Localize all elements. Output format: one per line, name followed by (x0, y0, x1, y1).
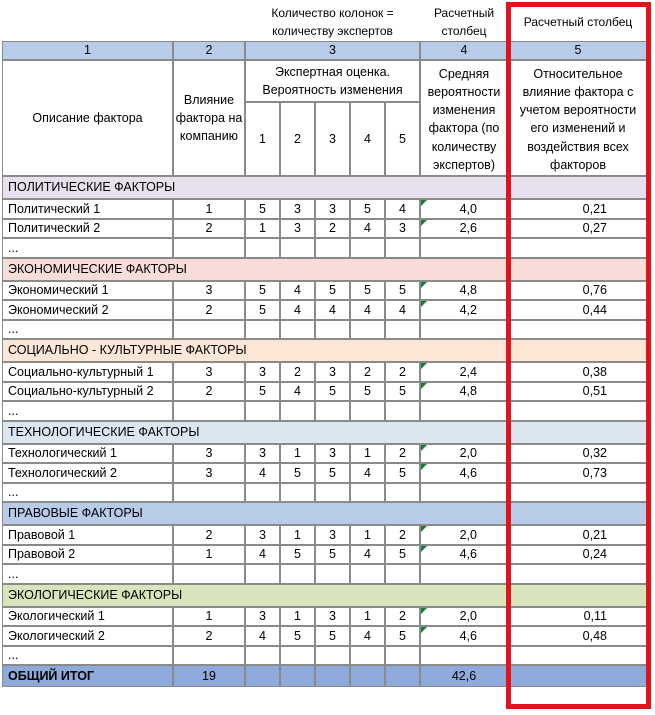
expert-score: 5 (350, 199, 385, 219)
empty-cell (245, 646, 280, 666)
header-expert-assessment: Экспертная оценка. Вероятность изменения (245, 60, 420, 102)
ellipsis-row: ... (2, 564, 173, 584)
expert-score: 4 (245, 626, 280, 646)
column-number: 3 (245, 41, 420, 60)
section-header-social-cultural: СОЦИАЛЬНО - КУЛЬТУРНЫЕ ФАКТОРЫ (2, 339, 648, 362)
empty-cell (508, 564, 648, 584)
expert-score: 3 (315, 525, 350, 545)
empty-cell (280, 564, 315, 584)
empty-cell (173, 646, 245, 666)
expert-score: 2 (385, 607, 420, 627)
expert-score: 4 (245, 545, 280, 565)
empty-top-cell (173, 4, 245, 41)
empty-cell (420, 646, 508, 666)
header-relative-influence: Относительное влияние фактора с учетом вероятности его изменений и воздействия всех факторов (508, 60, 648, 176)
expert-score: 4 (280, 281, 315, 301)
ellipsis-row: ... (2, 401, 173, 421)
relative-influence: 0,38 (508, 362, 648, 382)
expert-score: 4 (385, 300, 420, 320)
header-average-probability: Средняя вероятности изменения фактора (по количеству экспертов) (420, 60, 508, 176)
empty-cell (385, 320, 420, 340)
expert-score: 4 (315, 300, 350, 320)
factor-name: Социально-культурный 2 (2, 382, 173, 402)
formula-indicator-icon (421, 546, 427, 552)
empty-cell (315, 320, 350, 340)
ellipsis-row: ... (2, 320, 173, 340)
expert-score: 1 (245, 219, 280, 239)
expert-score: 2 (385, 362, 420, 382)
section-header-economic: ЭКОНОМИЧЕСКИЕ ФАКТОРЫ (2, 258, 648, 281)
header-expert-number: 1 (245, 102, 280, 176)
expert-score: 5 (315, 545, 350, 565)
empty-cell (385, 401, 420, 421)
factor-name: Политический 1 (2, 199, 173, 219)
expert-score: 1 (350, 525, 385, 545)
factor-influence: 2 (173, 525, 245, 545)
total-empty-cell (245, 665, 280, 687)
empty-cell (280, 483, 315, 503)
total-empty-cell (508, 665, 648, 687)
expert-score: 1 (350, 444, 385, 464)
expert-score: 5 (315, 382, 350, 402)
empty-top-cell (2, 4, 173, 41)
factor-influence: 1 (173, 607, 245, 627)
factor-name: Социально-культурный 1 (2, 362, 173, 382)
expert-score: 5 (280, 463, 315, 483)
header-expert-number: 4 (350, 102, 385, 176)
empty-cell (385, 483, 420, 503)
expert-score: 3 (245, 444, 280, 464)
expert-score: 2 (315, 219, 350, 239)
average-probability: 2,0 (420, 607, 508, 627)
column-number: 4 (420, 41, 508, 60)
total-influence: 19 (173, 665, 245, 687)
expert-score: 4 (350, 300, 385, 320)
factor-name: Правовой 2 (2, 545, 173, 565)
expert-score: 2 (385, 444, 420, 464)
empty-cell (508, 238, 648, 258)
relative-influence: 0,51 (508, 382, 648, 402)
average-probability: 2,4 (420, 362, 508, 382)
column-number: 2 (173, 41, 245, 60)
empty-cell (385, 564, 420, 584)
expert-score: 3 (280, 199, 315, 219)
formula-indicator-icon (421, 282, 427, 288)
empty-cell (173, 238, 245, 258)
empty-cell (245, 564, 280, 584)
average-probability: 4,6 (420, 463, 508, 483)
total-label: ОБЩИЙ ИТОГ (2, 665, 173, 687)
header-factor-description: Описание фактора (2, 60, 173, 176)
factor-name: Экологический 2 (2, 626, 173, 646)
factor-name: Технологический 2 (2, 463, 173, 483)
ellipsis-row: ... (2, 646, 173, 666)
empty-cell (173, 320, 245, 340)
relative-influence: 0,48 (508, 626, 648, 646)
relative-influence: 0,32 (508, 444, 648, 464)
average-probability: 4,6 (420, 545, 508, 565)
empty-cell (280, 320, 315, 340)
average-probability: 2,6 (420, 219, 508, 239)
header-expert-number: 3 (315, 102, 350, 176)
expert-score: 2 (350, 362, 385, 382)
empty-cell (350, 238, 385, 258)
expert-score: 4 (280, 382, 315, 402)
empty-cell (350, 401, 385, 421)
expert-score: 1 (280, 525, 315, 545)
formula-indicator-icon (421, 445, 427, 451)
expert-score: 5 (245, 300, 280, 320)
expert-score: 5 (245, 199, 280, 219)
expert-score: 1 (280, 444, 315, 464)
expert-score: 2 (280, 362, 315, 382)
average-probability: 4,2 (420, 300, 508, 320)
formula-indicator-icon (421, 383, 427, 389)
empty-cell (315, 401, 350, 421)
empty-cell (315, 564, 350, 584)
expert-score: 3 (315, 199, 350, 219)
factor-influence: 3 (173, 362, 245, 382)
average-probability: 4,8 (420, 281, 508, 301)
empty-cell (280, 238, 315, 258)
formula-indicator-icon (421, 363, 427, 369)
expert-score: 3 (245, 525, 280, 545)
ellipsis-row: ... (2, 483, 173, 503)
empty-cell (350, 646, 385, 666)
formula-indicator-icon (421, 220, 427, 226)
expert-score: 3 (245, 362, 280, 382)
factor-name: Правовой 1 (2, 525, 173, 545)
expert-score: 5 (315, 463, 350, 483)
empty-cell (420, 238, 508, 258)
formula-indicator-icon (421, 608, 427, 614)
expert-count-note: Количество колонок = количеству экспертов (271, 6, 394, 38)
expert-score: 5 (280, 626, 315, 646)
formula-indicator-icon (421, 301, 427, 307)
expert-score: 3 (280, 219, 315, 239)
expert-score: 4 (385, 199, 420, 219)
empty-cell (245, 320, 280, 340)
factor-influence: 3 (173, 281, 245, 301)
empty-cell (245, 483, 280, 503)
expert-score: 3 (315, 362, 350, 382)
empty-cell (315, 483, 350, 503)
empty-cell (385, 646, 420, 666)
average-probability: 2,0 (420, 525, 508, 545)
empty-cell (420, 483, 508, 503)
expert-score: 5 (385, 281, 420, 301)
factor-name: Политический 2 (2, 219, 173, 239)
factor-name: Экономический 2 (2, 300, 173, 320)
empty-cell (508, 483, 648, 503)
expert-score: 4 (245, 463, 280, 483)
relative-influence: 0,27 (508, 219, 648, 239)
empty-cell (350, 483, 385, 503)
expert-score: 5 (280, 545, 315, 565)
expert-score: 4 (350, 463, 385, 483)
expert-score: 5 (245, 382, 280, 402)
empty-cell (420, 320, 508, 340)
total-empty-cell (385, 665, 420, 687)
expert-score: 3 (385, 219, 420, 239)
header-expert-number: 2 (280, 102, 315, 176)
expert-score: 1 (350, 607, 385, 627)
column-number: 5 (508, 41, 648, 60)
section-header-technological: ТЕХНОЛОГИЧЕСКИЕ ФАКТОРЫ (2, 421, 648, 444)
factor-influence: 2 (173, 219, 245, 239)
relative-influence: 0,73 (508, 463, 648, 483)
average-probability: 4,0 (420, 199, 508, 219)
expert-score: 5 (385, 545, 420, 565)
empty-cell (245, 238, 280, 258)
expert-score: 5 (315, 626, 350, 646)
formula-indicator-icon (421, 627, 427, 633)
calc-column-note-5: Расчетный столбец (523, 14, 633, 29)
expert-score: 5 (350, 281, 385, 301)
section-header-ecological: ЭКОЛОГИЧЕСКИЕ ФАКТОРЫ (2, 584, 648, 607)
total-average: 42,6 (420, 665, 508, 687)
expert-score: 5 (385, 626, 420, 646)
relative-influence: 0,21 (508, 199, 648, 219)
expert-score: 5 (385, 463, 420, 483)
factor-influence: 1 (173, 545, 245, 565)
average-probability: 2,0 (420, 444, 508, 464)
expert-score: 4 (280, 300, 315, 320)
empty-cell (280, 401, 315, 421)
calc-column-note-4: Расчетный столбец (433, 6, 495, 38)
expert-score: 3 (245, 607, 280, 627)
relative-influence: 0,11 (508, 607, 648, 627)
factor-influence: 2 (173, 300, 245, 320)
expert-score: 2 (385, 525, 420, 545)
empty-cell (315, 238, 350, 258)
factor-name: Технологический 1 (2, 444, 173, 464)
empty-cell (420, 401, 508, 421)
empty-cell (315, 646, 350, 666)
empty-cell (385, 238, 420, 258)
empty-cell (173, 483, 245, 503)
factor-name: Экологический 1 (2, 607, 173, 627)
total-empty-cell (280, 665, 315, 687)
empty-cell (508, 401, 648, 421)
section-header-legal: ПРАВОВЫЕ ФАКТОРЫ (2, 502, 648, 525)
empty-cell (280, 646, 315, 666)
expert-score: 4 (350, 545, 385, 565)
factor-influence: 2 (173, 626, 245, 646)
relative-influence: 0,21 (508, 525, 648, 545)
factor-name: Экономический 1 (2, 281, 173, 301)
factor-influence: 2 (173, 382, 245, 402)
factor-influence: 3 (173, 463, 245, 483)
empty-cell (350, 320, 385, 340)
empty-cell (173, 564, 245, 584)
average-probability: 4,6 (420, 626, 508, 646)
factor-influence: 3 (173, 444, 245, 464)
expert-score: 5 (350, 382, 385, 402)
expert-score: 1 (280, 607, 315, 627)
column-number: 1 (2, 41, 173, 60)
total-empty-cell (350, 665, 385, 687)
empty-cell (420, 564, 508, 584)
formula-indicator-icon (421, 526, 427, 532)
expert-score: 5 (245, 281, 280, 301)
empty-cell (245, 401, 280, 421)
expert-score: 5 (385, 382, 420, 402)
empty-cell (173, 401, 245, 421)
factor-influence: 1 (173, 199, 245, 219)
empty-cell (508, 646, 648, 666)
expert-score: 5 (315, 281, 350, 301)
expert-score: 3 (315, 607, 350, 627)
formula-indicator-icon (421, 200, 427, 206)
header-expert-number: 5 (385, 102, 420, 176)
expert-score: 4 (350, 219, 385, 239)
expert-score: 4 (350, 626, 385, 646)
relative-influence: 0,76 (508, 281, 648, 301)
empty-cell (508, 320, 648, 340)
expert-score: 3 (315, 444, 350, 464)
formula-indicator-icon (421, 464, 427, 470)
empty-cell (350, 564, 385, 584)
total-empty-cell (315, 665, 350, 687)
ellipsis-row: ... (2, 238, 173, 258)
relative-influence: 0,24 (508, 545, 648, 565)
relative-influence: 0,44 (508, 300, 648, 320)
section-header-political: ПОЛИТИЧЕСКИЕ ФАКТОРЫ (2, 176, 648, 199)
average-probability: 4,8 (420, 382, 508, 402)
header-influence: Влияние фактора на компанию (173, 60, 245, 176)
